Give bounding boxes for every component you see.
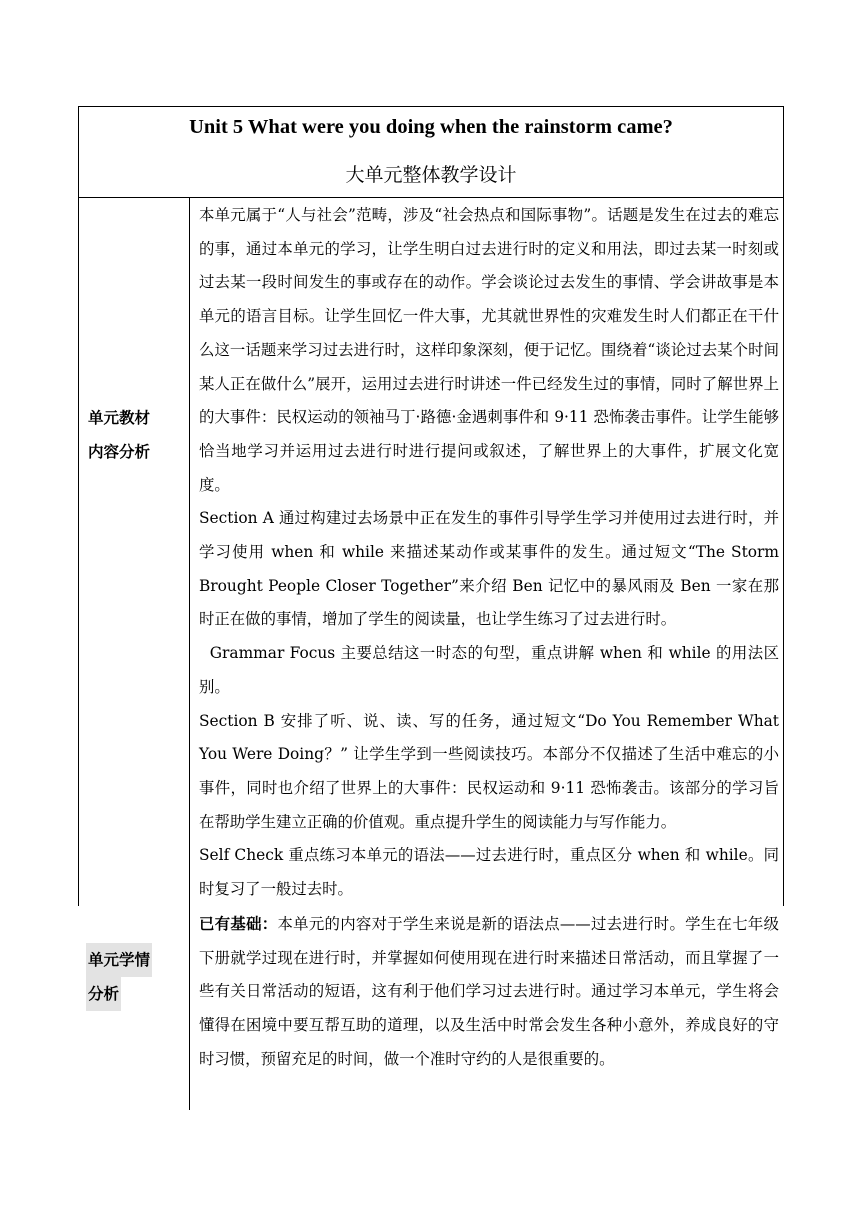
table-border-right xyxy=(783,106,784,906)
paragraph: Grammar Focus 主要总结这一时态的句型，重点讲解 when 和 while 的用法区别。 xyxy=(199,644,779,696)
learner-analysis-body xyxy=(199,908,779,1077)
document-title: Unit 5 What were you doing when the rainstorm came? xyxy=(189,116,673,138)
column-divider xyxy=(189,197,190,1110)
paragraph-text: 本单元的内容对于学生来说是新的语法点——过去进行时。学生在七年级下册就学过现在进行时，并掌握如何使用现在进行时来描述日常活动，而且掌握了一些有关日常活动的短语，这有利于他们学习过去进行时。通过学习本单元，学生将会懂得在困境中要互帮互助的道理，以及生活中时常会发生各种小意外，养成良好的守时习惯，预留充足的时间，做一个准时守约的人是很重要的。 xyxy=(199,915,779,1068)
label-line: 单元学情 xyxy=(86,943,152,977)
paragraph: 本单元属于“人与社会”范畴，涉及“社会热点和国际事物”。话题是发生在过去的难忘的事，通过本单元的学习，让学生明白过去进行时的定义和用法，即过去某一时刻或过去某一段时间发生的事或存在的动作。学会谈论过去发生的事情、学会讲故事是本单元的语言目标。让学生回忆一件大事，尤其就世界性的灾难发生时人们都正在干什么这一话题来学习过去进行时，这样印象深刻，便于记忆。围绕着“谈论过去某个时间某人正在做什么”展开，运用过去进行时讲述一件已经发生过的事情，同时了解世界上的大事件：民权运动的领袖马丁·路德·金遇刺事件和 9·11 恐怖袭击事件。让学生能够恰当地学习并运用过去进行时进行提问或叙述，了解世界上的大事件，扩展文化宽度。 xyxy=(199,206,779,494)
paragraph: Self Check 重点练习本单元的语法——过去进行时，重点区分 when 和 while。同时复习了一般过去时。 xyxy=(199,846,779,899)
paragraph: Section B 安排了听、说、读、写的任务，通过短文“Do You Remember What You Were Doing？” 让学生学到一些阅读技巧。本部分不仅描述了生活中难忘的小事件，同时也介绍了世界上的大事件：民权运动和 9·11 恐怖袭击。该部分的学习旨在帮助学生建立正确的价值观。重点提升学生的阅读能力与写作能力。 xyxy=(199,711,779,831)
paragraph xyxy=(199,908,779,1077)
content-analysis-body xyxy=(199,199,779,907)
section-label-learner-analysis xyxy=(88,943,178,1011)
header-divider xyxy=(78,197,784,198)
label-line: 分析 xyxy=(86,977,121,1011)
paragraph: Section A 通过构建过去场景中正在发生的事件引导学生学习并使用过去进行时，并学习使用 when 和 while 来描述某动作或某事件的发生。通过短文“The Storm Brought People Closer Together”来介绍 Ben 记忆中的暴风雨及 Ben 一家在那时正在做的事情，增加了学生的阅读量，也让学生练习了过去进行时。 xyxy=(199,509,779,629)
document-subtitle: 大单元整体教学设计 xyxy=(345,164,517,186)
label-line: 内容分析 xyxy=(88,443,151,461)
section-label-content-analysis xyxy=(88,401,178,469)
table-border-top xyxy=(78,106,784,107)
label-line: 单元教材 xyxy=(88,409,151,427)
paragraph-lead: 已有基础： xyxy=(199,915,278,933)
table-border-left xyxy=(78,106,79,906)
